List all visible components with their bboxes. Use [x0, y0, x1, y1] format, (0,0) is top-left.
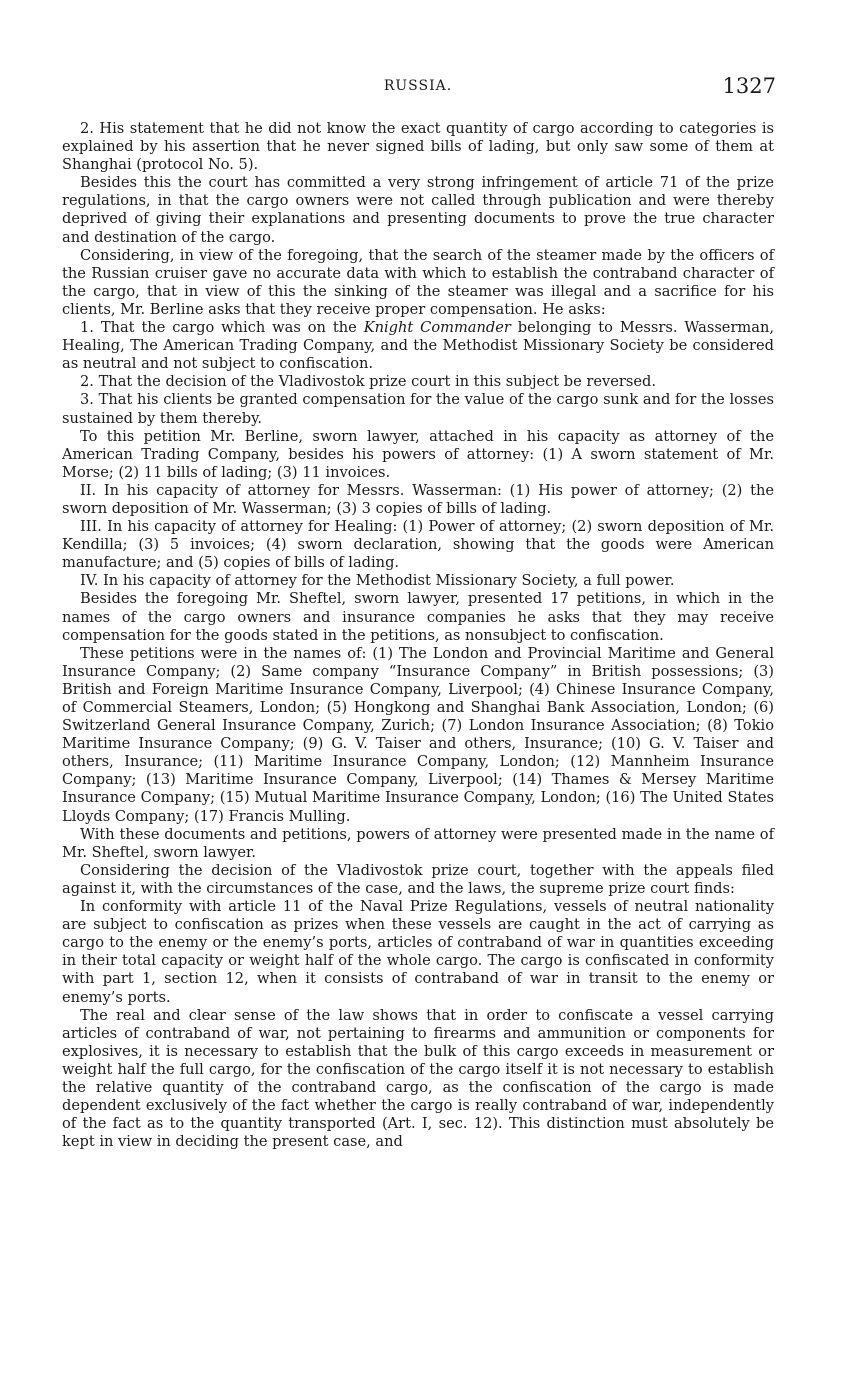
- body-text: [62, 120, 774, 1151]
- paragraph: The real and clear sense of the law shows that in order to confiscate a vessel carrying articles of contraband of war, not pertaining to firearms and ammunition or components for explosives, it is necessary to establish that the bulk of this cargo exceeds in measurement or weight half the full cargo, for the confiscation of the cargo itself it is not necessary to establish the relative quantity of the contraband cargo, as the confiscation of the cargo is made dependent exclusively of the fact whether the cargo is really contraband of war, independently of the fact as to the quantity transported (Art. I, sec. 12). This distinction must absolutely be kept in view in deciding the present case, and: [62, 1006, 774, 1151]
- paragraph: 2. His statement that he did not know the exact quantity of cargo according to categories is explained by his assertion that he never signed bills of lading, but only saw some of them at Shanghai (protocol No. 5).: [62, 120, 774, 174]
- paragraph-text: belonging to Messrs. Wasserman, Healing, The American Trading Company, and the Methodist Missionary Society be considered as neutral and not subject to confiscation.: [62, 319, 774, 373]
- paragraph: Besides this the court has committed a very strong infringement of article 71 of the prize regulations, in that the cargo owners were not called through publication and were thereby deprived of giving their explanations and presenting documents to prove the true character and destination of the cargo.: [62, 174, 774, 246]
- paragraph: 2. That the decision of the Vladivostok prize court in this subject be reversed.: [80, 373, 656, 391]
- paragraph: These petitions were in the names of: (1) The London and Provincial Maritime and General Insurance Company; (2) Same company “Insurance Company” in British possessions; (3) British and Foreign Maritime Insurance Company, Liverpool; (4) Chinese Insurance Company, of Commercial Steamers, London; (5) Hongkong and Shanghai Bank Association, London; (6) Switzerland General Insurance Company, Zurich; (7) London Insurance Association; (8) Tokio Maritime Insurance Company; (9) G. V. Taiser and others, Insurance; (10) G. V. Taiser and others, Insurance; (11) Maritime Insurance Company, London; (12) Mannheim Insurance Company; (13) Maritime Insurance Company, Liverpool; (14) Thames & Mersey Maritime Insurance Company; (15) Mutual Maritime Insurance Company, London; (16) The United States Lloyds Company; (17) Francis Mulling.: [62, 644, 774, 825]
- page-header: [60, 74, 776, 100]
- paragraph: [62, 319, 774, 373]
- paragraph: Considering, in view of the foregoing, that the search of the steamer made by the officers of the Russian cruiser gave no accurate data with which to establish the contraband character of the cargo, that in view of this the sinking of the steamer was illegal and a sacrifice for his clients, Mr. Berline asks that they receive proper compensation. He asks:: [62, 246, 774, 318]
- paragraph: Considering the decision of the Vladivostok prize court, together with the appeals filed against it, with the circumstances of the case, and the laws, the supreme prize court finds:: [62, 861, 774, 897]
- ship-name: Knight Commander: [363, 319, 511, 337]
- paragraph: 3. That his clients be granted compensation for the value of the cargo sunk and for the losses sustained by them thereby.: [62, 391, 774, 427]
- running-head: RUSSIA.: [383, 78, 453, 94]
- paragraph: With these documents and petitions, powers of attorney were presented made in the name of Mr. Sheftel, sworn lawyer.: [62, 825, 774, 861]
- paragraph: III. In his capacity of attorney for Healing: (1) Power of attorney; (2) sworn deposition of Mr. Kendilla; (3) 5 invoices; (4) sworn declaration, showing that the goods were American manufacture; and (5) copies of bills of lading.: [62, 518, 774, 572]
- paragraph: To this petition Mr. Berline, sworn lawyer, attached in his capacity as attorney of the American Trading Company, besides his powers of attorney: (1) A sworn statement of Mr. Morse; (2) 11 bills of lading; (3) 11 invoices.: [62, 427, 774, 481]
- paragraph: Besides the foregoing Mr. Sheftel, sworn lawyer, presented 17 petitions, in which in the names of the cargo owners and insurance companies he asks that they may receive compensation for the goods stated in the petitions, as nonsubject to confiscation.: [62, 590, 774, 644]
- page-number: 1327: [722, 74, 776, 98]
- paragraph: IV. In his capacity of attorney for the Methodist Missionary Society, a full power.: [80, 572, 675, 590]
- paragraph: In conformity with article 11 of the Naval Prize Regulations, vessels of neutral nationality are subject to confiscation as prizes when these vessels are caught in the act of carrying as cargo to the enemy or the enemy’s ports, articles of contraband of war in quantities exceeding in their total capacity or weight half of the whole cargo. The cargo is confiscated in conformity with part 1, section 12, when it consists of contraband of war in transit to the enemy or enemy’s ports.: [62, 898, 774, 1006]
- paragraph: II. In his capacity of attorney for Messrs. Wasserman: (1) His power of attorney; (2) the sworn deposition of Mr. Wasserman; (3) 3 copies of bills of lading.: [62, 481, 774, 517]
- paragraph-text: 1. That the cargo which was on the: [80, 319, 364, 337]
